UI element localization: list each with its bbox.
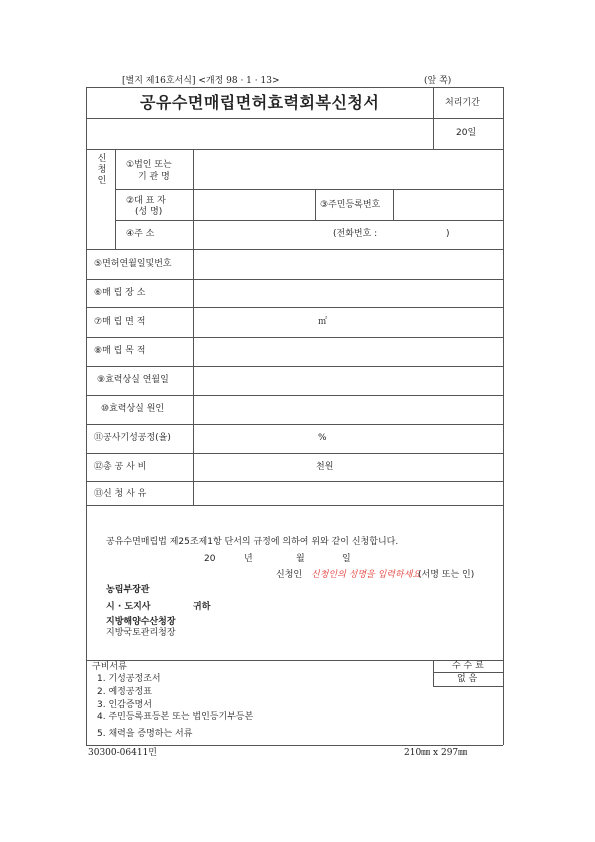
invalidation-date-label: ⑨효력상실 연월일	[97, 375, 169, 385]
representative-label-line1: ②대 표 자	[126, 196, 166, 206]
page-side-label: (앞 쪽)	[424, 76, 452, 86]
declaration-day-unit: 일	[342, 554, 351, 564]
declaration-text: 공유수면매립법 제25조제1항 단서의 규정에 의하여 위와 같이 신청합니다.	[106, 537, 399, 547]
address-label: ④주 소	[126, 229, 155, 239]
reclamation-purpose-label: ⑧매 립 목 적	[94, 346, 146, 356]
recipient-minister: 농림부장관	[106, 585, 150, 595]
form-code: 30300-06411민	[88, 748, 157, 758]
representative-label-line2: (성 명)	[135, 207, 163, 217]
declaration-month-unit: 월	[296, 554, 305, 564]
applicant-group-char: 청	[97, 165, 107, 175]
document-item: 5. 채력을 증명하는 서류	[97, 729, 193, 739]
document-item: 2. 예정공정표	[97, 687, 152, 697]
document-item: 3. 인감증명서	[97, 700, 152, 710]
applicant-group-label	[95, 154, 109, 187]
reclamation-purpose-field[interactable]	[194, 338, 502, 365]
phone-label: (전화번호 :	[333, 229, 378, 239]
invalidation-date-field[interactable]	[194, 367, 502, 394]
license-date-number-label: ⑤면허연월일및번호	[94, 259, 172, 269]
reclamation-area-label: ⑦매 립 면 적	[94, 317, 146, 327]
form-reference: [별지 제16호서식] <개정 98 · 1 · 13>	[122, 76, 280, 86]
applicant-sign-label: 신청인	[276, 570, 303, 580]
construction-progress-unit: %	[318, 433, 327, 443]
license-date-number-field[interactable]	[194, 250, 502, 278]
representative-field[interactable]	[194, 190, 314, 219]
invalidation-cause-label: ⑩효력상실 원인	[101, 404, 165, 414]
construction-progress-label: ⑪공사기성공정(율)	[94, 433, 171, 443]
declaration-year-unit: 년	[244, 554, 253, 564]
address-field[interactable]	[194, 221, 324, 248]
applicant-group-char: 신	[97, 154, 107, 164]
signature-label: (서명 또는 인)	[418, 570, 475, 580]
document-item: 4. 주민등록표등본 또는 법인등기부등본	[97, 712, 254, 722]
paper-size: 210㎜ x 297㎜	[404, 748, 468, 758]
reclamation-area-unit: ㎡	[318, 317, 328, 327]
application-reason-field[interactable]	[194, 482, 502, 504]
phone-field[interactable]	[395, 221, 443, 248]
corp-name-label-line2: 기 관 명	[138, 172, 170, 182]
reclamation-location-field[interactable]	[194, 280, 502, 306]
documents-label: 구비서류	[92, 662, 127, 672]
invalidation-cause-field[interactable]	[194, 396, 502, 423]
corp-name-label-line1: ①법인 또는	[126, 160, 172, 170]
phone-close-paren: )	[446, 229, 450, 239]
recipient-maritime-office: 지방해양수산청장	[106, 617, 176, 627]
declaration-year[interactable]: 20	[204, 554, 216, 564]
resident-number-label: ③주민등록번호	[320, 200, 381, 210]
total-cost-label: ⑫총 공 사 비	[94, 462, 147, 472]
document-item: 1. 기성공정조서	[97, 674, 161, 684]
fee-value: 없 음	[457, 674, 478, 684]
processing-period-value: 20일	[456, 128, 477, 138]
processing-period-label: 처리기간	[445, 98, 480, 108]
construction-progress-field[interactable]	[194, 425, 314, 452]
resident-number-field[interactable]	[394, 190, 502, 219]
corp-name-field[interactable]	[194, 150, 502, 188]
recipient-land-office: 지방국토관리청장	[106, 628, 176, 638]
application-reason-label: ⑬신 청 사 유	[94, 489, 147, 499]
applicant-group-char: 인	[97, 176, 107, 186]
fee-label: 수 수 료	[452, 661, 484, 671]
recipient-honorific: 귀하	[193, 602, 211, 612]
page-title: 공유수면매립면허효력회복신청서	[140, 93, 380, 112]
reclamation-location-label: ⑥매 립 장 소	[94, 288, 146, 298]
applicant-name-input[interactable]: 신청인의 성명을 입력하세요	[311, 570, 422, 580]
total-cost-field[interactable]	[194, 454, 314, 480]
reclamation-area-field[interactable]	[194, 308, 314, 336]
total-cost-unit: 천원	[316, 462, 334, 472]
title-blank-cell[interactable]	[87, 119, 433, 148]
recipient-governor: 시 · 도지사	[106, 602, 151, 612]
